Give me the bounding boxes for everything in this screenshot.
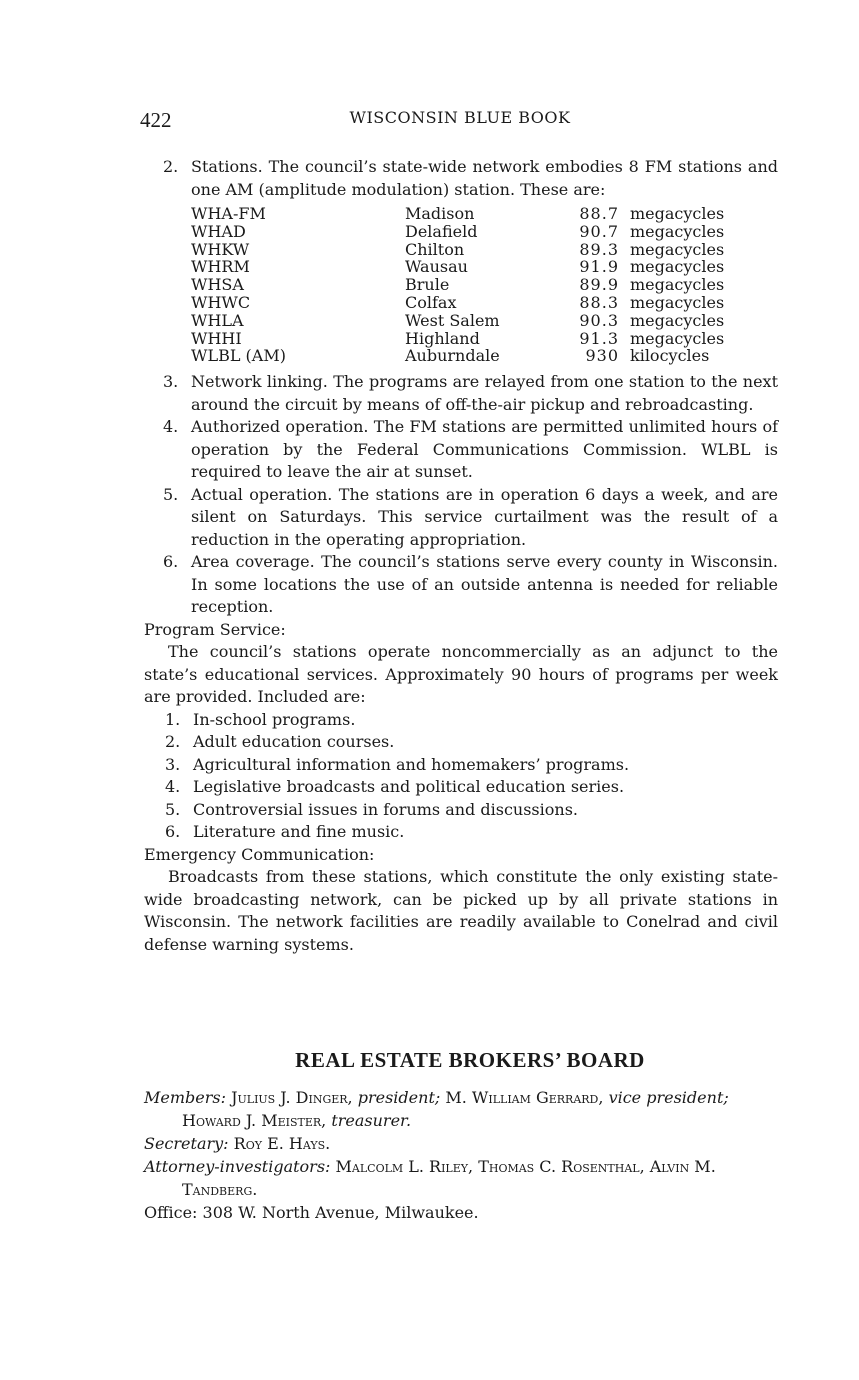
station-call: WHSA	[191, 275, 244, 295]
board-secretary	[144, 1132, 780, 1155]
item-text: Area coverage. The council’s stations serve every county in Wisconsin. In some locations the use of an outside antenna is needed for reliable reception.	[191, 552, 778, 617]
member-name: Howard J. Meister,	[182, 1111, 327, 1130]
station-row	[191, 241, 724, 259]
station-city: Chilton	[405, 239, 465, 259]
board-office	[144, 1201, 780, 1224]
secretary-name: Roy E. Hays.	[233, 1134, 331, 1153]
station-row	[191, 258, 724, 276]
program-list-item	[144, 754, 778, 777]
numbered-item	[144, 416, 778, 484]
program-service-paragraph: The council’s stations operate noncommercially as an adjunct to the state’s educational services. Approximately 90 hours of programs per week are provided. Included are:	[144, 642, 778, 707]
station-unit: megacycles	[630, 292, 725, 312]
member-role: vice president;	[608, 1088, 729, 1107]
item-number: 1.	[165, 709, 181, 729]
station-city: Auburndale	[405, 346, 500, 366]
attorneys-label: Attorney-investigators:	[144, 1157, 331, 1176]
station-freq: 930	[585, 346, 619, 366]
numbered-item	[144, 371, 778, 416]
member-name: M. William Gerrard,	[445, 1088, 604, 1107]
station-freq: 91.9	[579, 257, 619, 277]
station-freq: 88.7	[579, 204, 619, 223]
station-call: WHRM	[191, 257, 250, 277]
item-text: Legislative broadcasts and political education series.	[193, 777, 625, 797]
station-city: Delafield	[405, 221, 478, 241]
item-number: 4.	[165, 777, 181, 797]
item-number: 3.	[163, 372, 179, 392]
member-name: Julius J. Dinger,	[231, 1088, 353, 1107]
member-role: treasurer.	[331, 1111, 412, 1130]
station-row	[191, 276, 724, 294]
station-unit: megacycles	[630, 239, 725, 259]
station-freq: 91.3	[579, 328, 619, 348]
office-address: 308 W. North Avenue, Milwaukee.	[202, 1203, 479, 1222]
board-details	[144, 1086, 780, 1224]
program-service-heading: Program Service:	[144, 619, 286, 639]
station-row	[191, 312, 724, 330]
item-number: 5.	[165, 799, 181, 819]
station-unit: megacycles	[630, 328, 725, 348]
item-text: Network linking. The programs are relayed from one station to the next around the circuit by means of off-the-air pickup and rebroadcasting.	[191, 372, 778, 414]
station-city: West Salem	[405, 310, 500, 330]
item-number: 6.	[163, 552, 179, 572]
main-text	[144, 156, 778, 956]
station-freq: 90.7	[579, 221, 619, 241]
item-number: 4.	[163, 417, 179, 437]
item-text: In-school programs.	[193, 709, 356, 729]
station-unit: megacycles	[630, 204, 725, 223]
numbered-item	[144, 484, 778, 552]
program-list-item	[144, 799, 778, 822]
numbered-item	[144, 551, 778, 619]
item-text: Authorized operation. The FM stations are permitted unlimited hours of operation by the Federal Communications Commission. WLBL is required to leave the air at sunset.	[191, 417, 778, 482]
program-list-item	[144, 731, 778, 754]
station-unit: megacycles	[630, 257, 725, 277]
program-list-item	[144, 821, 778, 844]
stations-table	[191, 205, 724, 365]
board-attorneys	[144, 1155, 780, 1201]
item-number: 5.	[163, 484, 179, 504]
station-unit: megacycles	[630, 310, 725, 330]
station-freq: 88.3	[579, 292, 619, 312]
station-row	[191, 347, 724, 365]
station-call: WHAD	[191, 221, 246, 241]
item-number: 2.	[165, 732, 181, 752]
program-list-item	[144, 709, 778, 732]
attorneys-names: Malcolm L. Riley, Thomas C. Rosenthal, Alvin M. Tandberg.	[182, 1157, 716, 1199]
secretary-label: Secretary:	[144, 1134, 229, 1153]
station-city: Wausau	[405, 257, 468, 277]
station-row	[191, 294, 724, 312]
station-row	[191, 223, 724, 241]
item-text: Actual operation. The stations are in operation 6 days a week, and are silent on Saturdays. This service curtailment was the result of a reduction in the operating appropriation.	[191, 484, 778, 549]
station-unit: kilocycles	[630, 346, 710, 366]
station-unit: megacycles	[630, 275, 725, 295]
station-freq: 89.3	[579, 239, 619, 259]
member-role: president;	[357, 1088, 441, 1107]
office-label: Office:	[144, 1203, 198, 1222]
station-city: Madison	[405, 204, 475, 223]
item-text: Adult education courses.	[193, 732, 395, 752]
board-title: REAL ESTATE BROKERS’ BOARD	[295, 1048, 645, 1072]
station-freq: 89.9	[579, 275, 619, 295]
station-city: Colfax	[405, 292, 457, 312]
item-text: Literature and fine music.	[193, 822, 405, 842]
station-city: Highland	[405, 328, 480, 348]
members-label: Members:	[144, 1088, 226, 1107]
station-call: WHA-FM	[191, 204, 266, 223]
station-call: WLBL (AM)	[191, 346, 286, 366]
board-section	[144, 1048, 780, 1224]
item-text: Controversial issues in forums and discussions.	[193, 799, 578, 819]
station-row	[191, 330, 724, 348]
emergency-heading: Emergency Communication:	[144, 844, 375, 864]
item-text: Stations. The council’s state-wide network embodies 8 FM stations and one AM (amplitude modulation) station. These are:	[191, 157, 778, 199]
page-header	[140, 108, 780, 134]
item-text: Agricultural information and homemakers’ programs.	[193, 754, 630, 774]
station-row	[191, 205, 724, 223]
numbered-item	[144, 156, 778, 201]
station-call: WHWC	[191, 292, 251, 312]
station-call: WHLA	[191, 310, 244, 330]
station-call: WHKW	[191, 239, 250, 259]
running-title: WISCONSIN BLUE BOOK	[349, 108, 571, 127]
item-number: 2.	[163, 157, 179, 176]
station-call: WHHI	[191, 328, 242, 348]
item-number: 6.	[165, 822, 181, 842]
station-freq: 90.3	[579, 310, 619, 330]
emergency-paragraph: Broadcasts from these stations, which constitute the only existing state-wide broadcasting network, can be picked up by all private stations in Wisconsin. The network facilities are readily available to Conelrad and civil defense warning systems.	[144, 867, 778, 954]
station-city: Brule	[405, 275, 450, 295]
station-unit: megacycles	[630, 221, 725, 241]
item-number: 3.	[165, 754, 181, 774]
program-list-item	[144, 776, 778, 799]
board-members	[144, 1086, 780, 1132]
page-number: 422	[140, 108, 172, 132]
